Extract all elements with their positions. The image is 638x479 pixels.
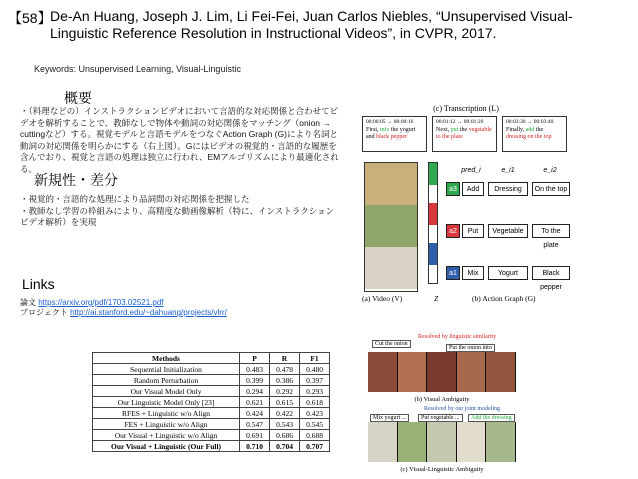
transcript-box-1: 00:00:05 → 00:00:16 First, mix the yogurt and black pepper [362, 116, 427, 152]
table-row: Our Visual Model Only 0.294 0.292 0.293 [93, 386, 330, 397]
visual-linguistic-frames [368, 422, 516, 462]
table-row: Our Linguistic Model Only [23] 0.621 0.615 0.618 [93, 397, 330, 408]
action-e1-a2: Vegetable [488, 224, 528, 238]
header-p: P [240, 353, 270, 364]
action-graph [446, 162, 570, 291]
action-e2-a1: Black pepper [532, 266, 570, 280]
graph-header-e2: e_i2 [532, 164, 568, 178]
links-block [20, 298, 227, 318]
resolved-joint-label: Resolved by our joint modeling [424, 406, 500, 412]
table-row: Random Perturbation 0.399 0.386 0.397 [93, 375, 330, 386]
table-row: Our Visual + Linguistic w/o Align 0.691 0.686 0.688 [93, 430, 330, 441]
visual-ambiguity-frames [368, 352, 516, 392]
novelty-line-2: ・教師なし学習の枠組みにより、高精度な動画像解析（特に、インストラクションビデオ解析）を実現 [20, 205, 335, 227]
clip-label-5: Add the dressing [468, 414, 515, 422]
video-frame-2 [365, 205, 417, 247]
overview-text: ・（料理などの）インストラクションビデオにおいて言語的な対応関係と合わせてビデオを解析することで、教師なしで物体や動詞の対応関係をマッチング（onion → cuttingなど）する。視覚モデルと言語モデルをつなぐAction Graph (G)により名詞と動詞の対応関係を明らかにする（右上図）。Gにはビデオの視覚的・言語的な履歴を含んでおり、視覚と言語の処理は独立に行われ、EMアルゴリズムにより最適化される。 [20, 106, 339, 174]
caption-visual-ambiguity: (b) Visual Ambiguity [414, 396, 470, 403]
paper-citation: De-An Huang, Joseph J. Lim, Li Fei-Fei, Juan Carlos Niebles, “Unsupervised Visual-Linguistic Reference Resolution in Instructional Videos”, in CVPR, 2017. [50, 8, 573, 41]
latent-z-bar [428, 162, 438, 284]
clip-label-2: Put the onion into [446, 344, 495, 352]
action-e1-a1: Yogurt [488, 266, 528, 280]
transcript-box-2: 00:01:12 → 00:01:20 Next, put the vegetable to the plate [432, 116, 497, 152]
resolved-linguistic-label: Resolved by linguistic similarity [418, 334, 497, 340]
paper-link-label: 論文 [20, 298, 36, 307]
action-verb-a2: Put [462, 224, 484, 238]
table-row: RFES + Linguistic w/o Align 0.424 0.422 0.423 [93, 408, 330, 419]
header-methods: Methods [93, 353, 240, 364]
transcript-box-3: 00:03:30 → 00:03:40 Finally, add the dressing on the top [502, 116, 567, 152]
table-row-best: Our Visual + Linguistic (Our Full) 0.710 0.704 0.707 [93, 441, 330, 452]
novelty-line-1: ・視覚的・言語的な処理により品詞間の対応関係を把握した [20, 194, 250, 204]
header-f1: F1 [300, 353, 330, 364]
reference-number: 【58】 [8, 10, 52, 26]
z-label: Z [434, 294, 439, 303]
transcription-title: (c) Transcription (L) [433, 104, 499, 113]
video-frame-3 [365, 247, 417, 289]
paper-link[interactable]: https://arxiv.org/pdf/1703.02521.pdf [38, 298, 164, 307]
novelty-text [20, 194, 340, 229]
links-heading: Links [22, 276, 55, 292]
action-e2-a2: To the plate [532, 224, 570, 238]
header-r: R [270, 353, 300, 364]
table-row: FES + Linguistic w/o Align 0.547 0.543 0.545 [93, 419, 330, 430]
action-verb-a1: Mix [462, 266, 484, 280]
table-row: Sequential Initialization 0.483 0.478 0.480 [93, 364, 330, 375]
table-header-row [93, 353, 330, 364]
action-label-a3: a3 [446, 182, 460, 196]
caption-graph: (b) Action Graph (G) [472, 294, 536, 303]
caption-linguistic-ambiguity: (c) Visual-Linguistic Ambiguity [400, 466, 484, 473]
novelty-heading: 新規性・差分 [34, 172, 118, 188]
clip-label-1: Cut the onion [372, 340, 411, 348]
overview-heading: 概要 [64, 90, 92, 106]
project-link[interactable]: http://ai.stanford.edu/~dahuang/projects/vlrr/ [70, 308, 227, 317]
action-e1-a3: Dressing [488, 182, 528, 196]
graph-header-e1: e_i1 [488, 164, 528, 178]
keywords: Keywords: Unsupervised Learning, Visual-Linguistic [34, 64, 241, 74]
action-verb-a3: Add [462, 182, 484, 196]
results-table [92, 352, 330, 452]
project-link-label: プロジェクト [20, 308, 68, 317]
ambiguity-figure [368, 334, 516, 476]
clip-label-3: Mix yogurt ... [370, 414, 409, 422]
model-figure [362, 104, 570, 310]
caption-video: (a) Video (V) [362, 294, 403, 303]
video-frames [364, 162, 418, 292]
action-label-a2: a2 [446, 224, 460, 238]
action-e2-a3: On the top [532, 182, 570, 196]
action-label-a1: a1 [446, 266, 460, 280]
video-frame-1 [365, 163, 417, 205]
clip-label-4: Put vegetable ... [418, 414, 463, 422]
graph-header-pred: pred_i [460, 164, 482, 178]
